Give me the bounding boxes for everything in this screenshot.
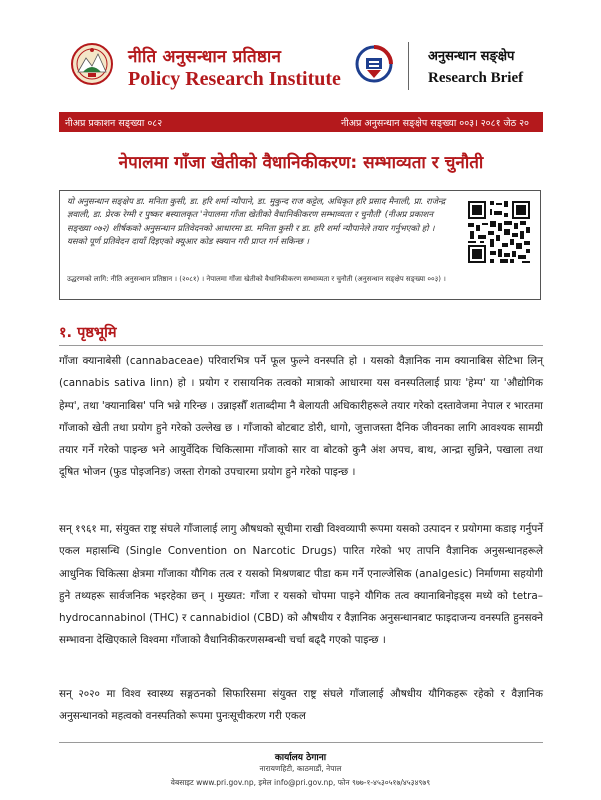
section-divider [59, 345, 543, 346]
footer-title: कार्यालय ठेगाना [274, 753, 327, 763]
page-title: नेपालमा गाँजा खेतीको वैधानिकीकरण: सम्भाव्यता र चुनौती [118, 153, 484, 173]
citation-note: उद्धरणको लागि: नीति अनुसन्धान प्रतिष्ठान । (२०८१) । नेपालमा गाँजा खेतीको वैधानिकीकरण सम्भाव्यता र चुनौती (अनुसन्धान सङ्क्षेप सङ्ख्या ००३) । [67, 275, 446, 283]
page-footer [0, 742, 601, 800]
footer-contact: वेबसाइट www.pri.gov.np, इमेल info@pri.gov.np, फोन ९७७-१-४५३०५१७/४५३४९७९ [170, 778, 431, 787]
header-divider [408, 42, 409, 90]
brief-label-nepali: अनुसन्धान सङ्क्षेप [428, 49, 515, 64]
brief-label-english: Research Brief [428, 70, 524, 86]
nepal-emblem-icon [70, 42, 114, 86]
footer-address: नारायणहिटी, काठमाडौं, नेपाल [259, 764, 342, 773]
citation-text: यो अनुसन्धान सङ्क्षेप डा. मनिता कुसी, डा. हरि शर्मा न्यौपाने, डा. मुकुन्द राज कट्टेल, अधिकृत हरि प्रसाद मैनाली, प्रा. राजेन्द्र ज्ञवाली, डा. प्रेरक रेग्मी र पुष्कर बस्यालकृत 'नेपालमा गाँजा खेतीको वैधानिकीकरण सम्भाव्यता र चुनौती' (नीअप्र प्रकाशन सङ्ख्या ०७२) शीर्षकको अनुसन्धान प्रतिवेदनको आधारमा डा. मनिता कुसी र डा. हरि शर्मा न्यौपानेले तयार गर्नुभएको हो । यसको पूर्ण प्रतिवेदन दायाँ दिइएको क्यूआर कोड स्क्यान गरी प्राप्त गर्न सकिन्छ । [67, 197, 446, 248]
pri-logo-icon [354, 44, 394, 84]
paragraph-1: गाँजा क्यानाबेसी (cannabaceae) परिवारभित्र पर्ने फूल फुल्ने वनस्पति हो । यसको वैज्ञानिक नाम क्यानाबिस सेटिभा लिन् (cannabis sativa linn) हो । प्रयोग र रासायनिक तत्वको मात्राको आधारमा यस वनस्पतिलाई प्रायः 'हेम्प' या 'औद्योगिक हेम्प', तथा 'क्यानाबिस' पनि भन्ने गरिन्छ । उन्नाइसौँ शताब्दीमा नै बेलायती अधिकारीहरूले तयार गरेको दस्तावेजमा नेपाल र भारतमा गाँजाको खेती तथा प्रयोग हुने गरेको उल्लेख छ । गाँजाको बोटबाट डोरी, धागो, जुत्ताजस्ता दैनिक जीवनका लागि आवश्यक सामग्री तयार गर्ने गरेको पाइन्छ भने आयुर्वेदिक चिकित्सामा गाँजाको सार वा बोटको कुनै अंश अपच, बाथ, आन्द्रा सुन्निने, पखाला तथा दूषित भोजन (फुड पोइजनिङ) जस्ता रोगको उपचारमा प्रयोग हुने गरेको पाइन्छ । [59, 355, 543, 479]
brief-number-date: नीअप्र अनुसन्धान सङ्क्षेप सङ्ख्या ००३। २०८१ जेठ २० [340, 118, 529, 129]
page-header [0, 0, 601, 106]
citation-box [59, 190, 541, 300]
publication-banner [59, 112, 543, 132]
org-name-english: Policy Research Institute [128, 68, 341, 90]
paragraph-3: सन् २०२० मा विश्व स्वास्थ्य सङ्गठनको सिफारिसमा संयुक्त राष्ट्र संघले गाँजालाई औषधीय यौगिकहरू रहेको र वैज्ञानिक अनुसन्धानको महत्वको वनस्पतिको रूपमा पुनःसूचीकरण गरी एकल [59, 688, 543, 723]
org-name-nepali: नीति अनुसन्धान प्रतिष्ठान [128, 47, 282, 67]
publication-number: नीअप्र प्रकाशन सङ्ख्या ०८२ [65, 118, 163, 129]
paragraph-2: सन् १९६१ मा, संयुक्त राष्ट्र संघले गाँजालाई लागु औषधको सूचीमा राखी विश्वव्यापी रूपमा यसको उत्पादन र प्रयोगमा कडाइ गर्नुपर्ने एकल महासन्धि (Single Convention on Narcotic Drugs) पारित गरेको भए तापनि वैज्ञानिक अनुसन्धानहरूले आधुनिक चिकित्सा क्षेत्रमा गाँजाका यौगिक तत्व र यसको मिश्रणबाट पीडा कम गर्ने एनाल्जेसिक (analgesic) निर्माणमा सहयोगी हुने तथ्यहरू सार्वजनिक भइरहेका छन् । मुख्यत: गाँजा र यसको चोपमा पाइने यौगिक तत्व क्यानाबिनोइड्स मध्ये को tetra–hydrocannabinol (THC) र cannabidiol (CBD) को औषधीय र वैज्ञानिक अनुसन्धानबाट फाइदाजन्य वनस्पति हुनसक्ने सम्भावना देखिएकाले विश्वमा गाँजाको वैधानिकीकरणसम्बन्धी चर्चा बढ्दै गएको पाइन्छ । [59, 523, 543, 647]
qr-code-icon[interactable] [466, 199, 532, 265]
footer-divider [59, 742, 543, 743]
section-heading: १. पृष्ठभूमि [59, 325, 117, 341]
